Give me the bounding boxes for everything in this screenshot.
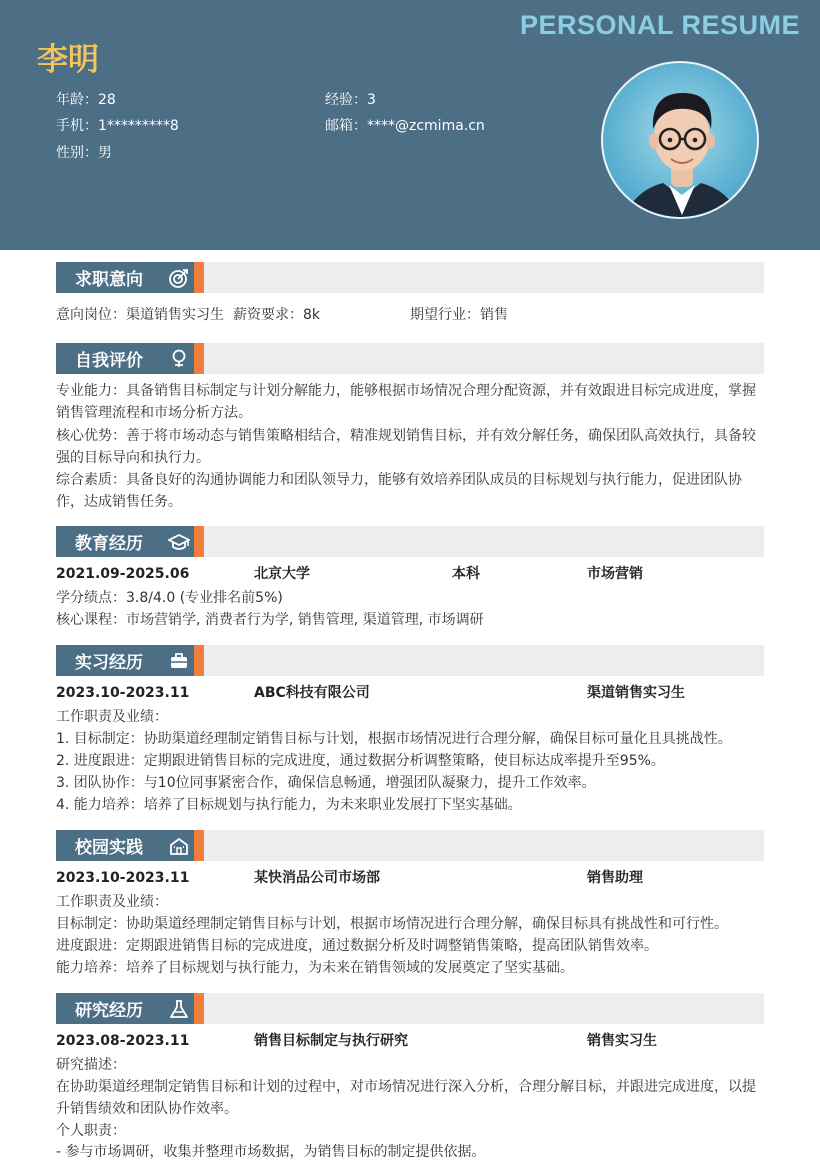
- briefcase-icon: [168, 650, 190, 672]
- self-eval-paragraph: 专业能力：具备销售目标制定与计划分解能力，能够根据市场情况合理分配资源，并有效跟进目标完成进度，掌握销售管理流程和市场分析方法。: [56, 383, 756, 421]
- section-title: 自我评价: [75, 351, 143, 371]
- research-role: 销售实习生: [587, 1033, 657, 1049]
- resume-title: PERSONAL RESUME: [519, 10, 800, 40]
- intent-position: 意向岗位：渠道销售实习生: [56, 307, 224, 323]
- campus-line: 目标制定：协助渠道经理制定销售目标与计划，根据市场情况进行合理分解，确保目标具有挑战性和可行性。: [56, 916, 728, 932]
- graduation-cap-icon: [168, 531, 190, 553]
- campus-line: 进度跟进：定期跟进销售目标的完成进度，通过数据分析及时调整销售策略，提高团队销售效率。: [56, 938, 658, 954]
- research-project: 销售目标制定与执行研究: [254, 1033, 408, 1049]
- campus-line: 工作职责及业绩：: [56, 894, 168, 910]
- education-courses: 核心课程：市场营销学, 消费者行为学, 销售管理, 渠道管理, 市场调研: [56, 612, 484, 628]
- self-eval-paragraph: 核心优势：善于将市场动态与销售策略相结合，精准规划销售目标，并有效分解任务，确保团队高效执行，具备较强的目标导向和执行力。: [56, 428, 756, 466]
- section-title: 求职意向: [75, 270, 143, 290]
- internship-date: 2023.10-2023.11: [56, 685, 190, 701]
- education-degree: 本科: [452, 566, 480, 582]
- section-title: 实习经历: [75, 653, 143, 673]
- internship-line: 4. 能力培养：培养了目标规划与执行能力，为未来职业发展打下坚实基础。: [56, 797, 522, 813]
- research-line: 在协助渠道经理制定销售目标和计划的过程中，对市场情况进行深入分析，合理分解目标，并跟进完成进度，以提升销售绩效和团队协作效率。: [56, 1079, 756, 1117]
- profile-photo: [601, 61, 759, 219]
- internship-line: 1. 目标制定：协助渠道经理制定销售目标与计划，根据市场情况进行合理分解，确保目标可量化且具挑战性。: [56, 731, 732, 747]
- section-header-self-eval: [56, 343, 764, 374]
- phone-field: 手机：1*********8: [56, 118, 179, 134]
- bulb-icon: [168, 348, 190, 370]
- section-header-internship: [56, 645, 764, 676]
- section-header-campus: [56, 830, 764, 861]
- age-field: 年龄：28: [56, 92, 116, 108]
- section-header-intent: [56, 262, 764, 293]
- research-date: 2023.08-2023.11: [56, 1033, 190, 1049]
- experience-field: 经验：3: [325, 92, 376, 108]
- education-school: 北京大学: [254, 566, 310, 582]
- education-date: 2021.09-2025.06: [56, 566, 190, 582]
- campus-date: 2023.10-2023.11: [56, 870, 190, 886]
- research-line: - 参与市场调研，收集并整理市场数据，为销售目标的制定提供依据。: [56, 1144, 486, 1160]
- candidate-name: 李明: [37, 42, 99, 78]
- research-line: 个人职责：: [56, 1123, 126, 1139]
- research-line: 研究描述：: [56, 1057, 126, 1073]
- internship-line: 3. 团队协作：与10位同事紧密合作，确保信息畅通，增强团队凝聚力，提升工作效率。: [56, 775, 596, 791]
- school-building-icon: [168, 835, 190, 857]
- intent-salary: 薪资要求：8k: [233, 307, 321, 323]
- intent-industry: 期望行业：销售: [410, 307, 508, 323]
- internship-line: 工作职责及业绩：: [56, 709, 168, 725]
- internship-company: ABC科技有限公司: [254, 685, 370, 701]
- section-header-education: [56, 526, 764, 557]
- campus-org: 某快消品公司市场部: [254, 870, 380, 886]
- campus-role: 销售助理: [587, 870, 643, 886]
- section-title: 研究经历: [75, 1001, 143, 1021]
- section-header-research: [56, 993, 764, 1024]
- gender-field: 性别：男: [56, 145, 112, 161]
- section-title: 教育经历: [75, 534, 143, 554]
- email-field: 邮箱：****@zcmima.cn: [325, 118, 485, 134]
- target-icon: [168, 267, 190, 289]
- campus-line: 能力培养：培养了目标规划与执行能力，为未来在销售领域的发展奠定了坚实基础。: [56, 960, 574, 976]
- education-major: 市场营销: [587, 566, 643, 582]
- internship-line: 2. 进度跟进：定期跟进销售目标的完成进度，通过数据分析调整策略，使目标达成率提升至95%。: [56, 753, 665, 769]
- self-eval-paragraph: 综合素质：具备良好的沟通协调能力和团队领导力，能够有效培养团队成员的目标规划与执行能力，促进团队协作，达成销售任务。: [56, 472, 742, 510]
- education-gpa: 学分绩点：3.8/4.0 (专业排名前5%): [56, 590, 283, 606]
- resume-header: [0, 0, 820, 250]
- section-title: 校园实践: [75, 838, 143, 858]
- internship-role: 渠道销售实习生: [587, 685, 685, 701]
- flask-icon: [168, 998, 190, 1020]
